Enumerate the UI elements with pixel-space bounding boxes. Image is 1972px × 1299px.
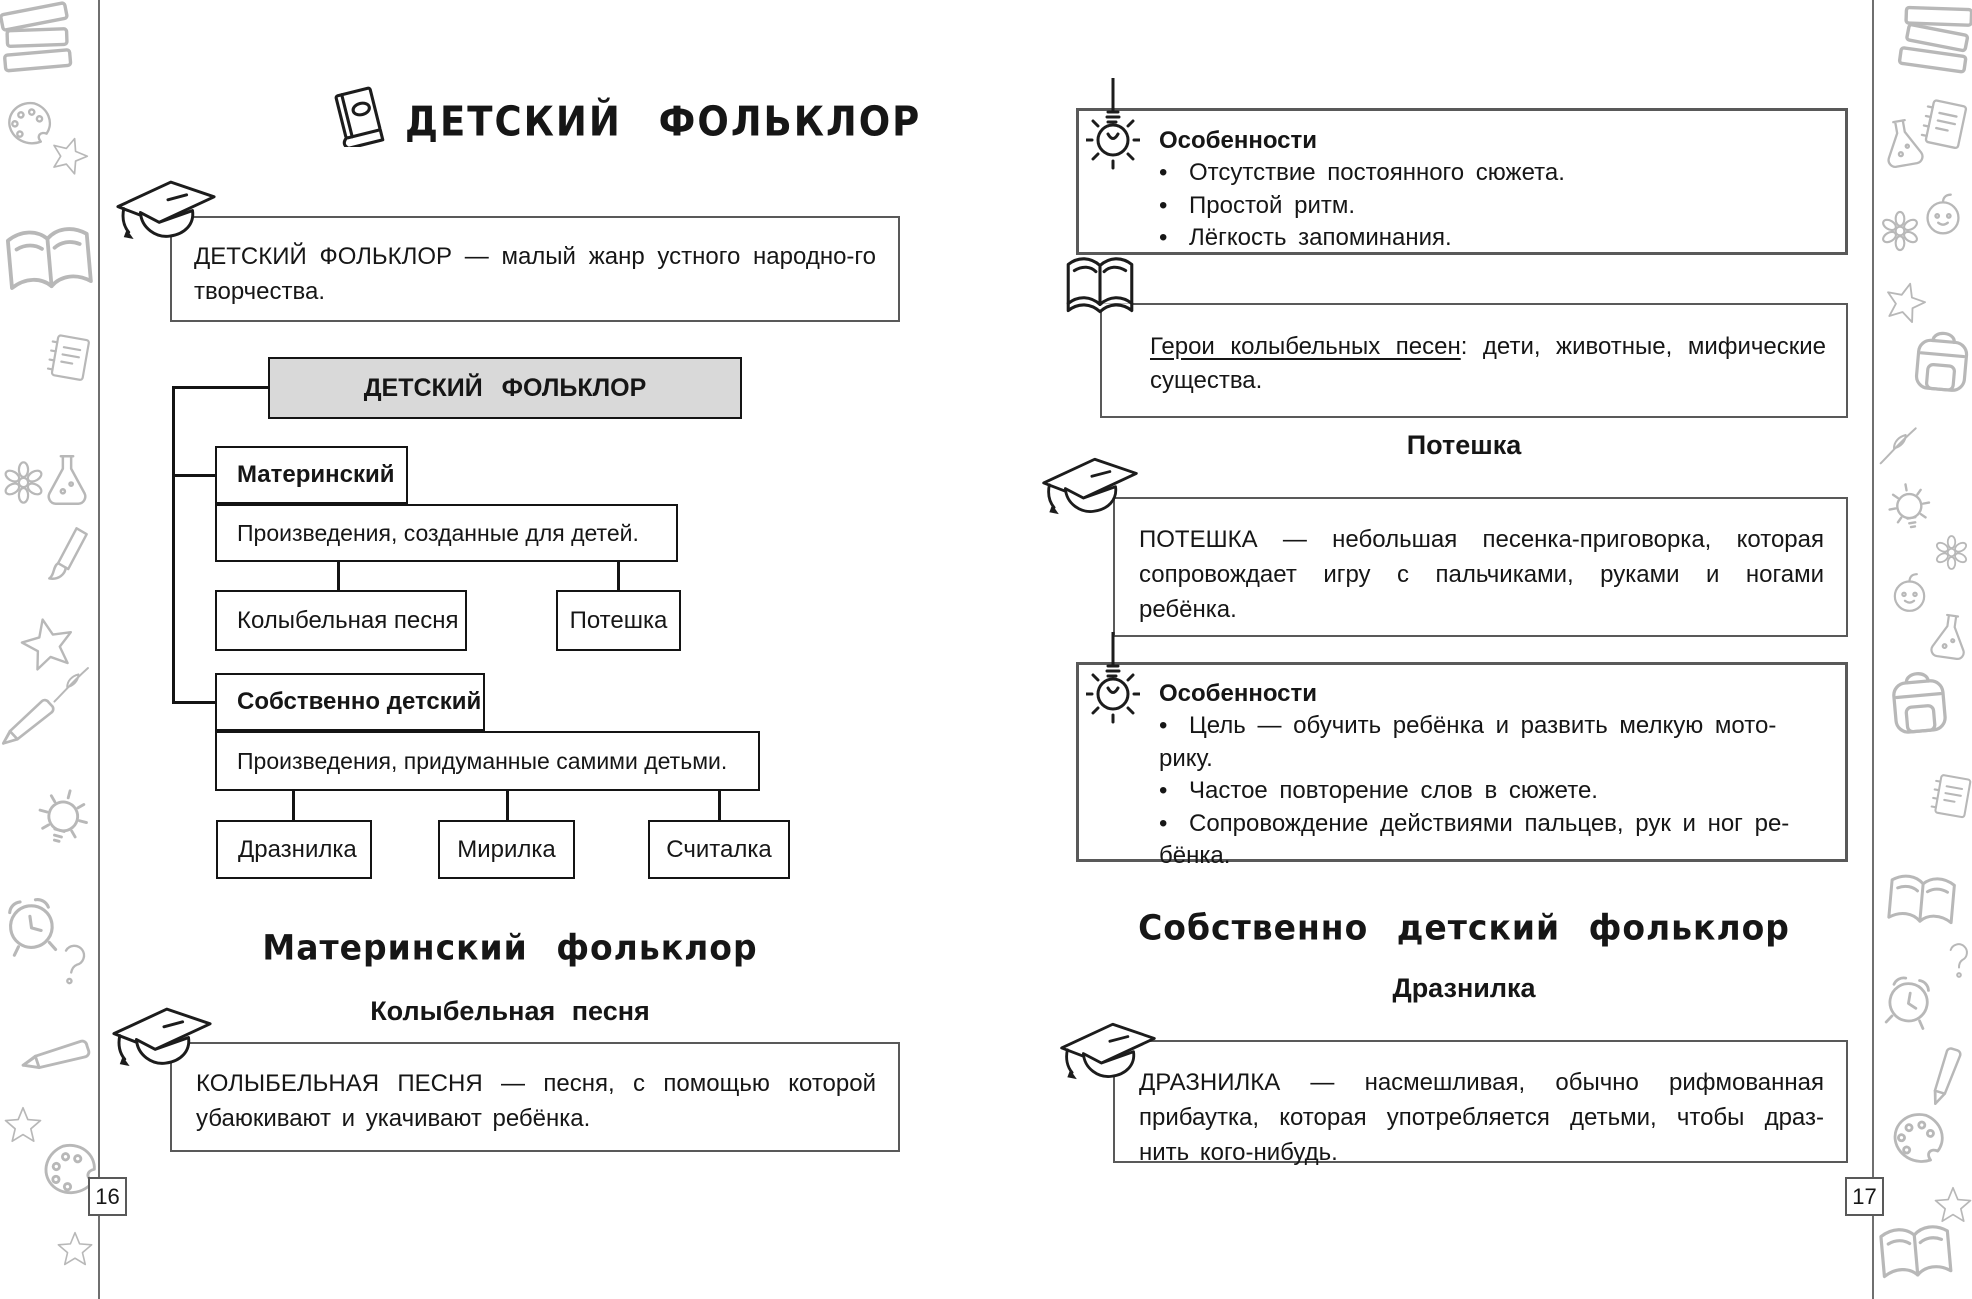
page-number-right: 17 <box>1845 1177 1884 1216</box>
doodle-border-left <box>0 0 100 1299</box>
notebook-doodle-icon <box>1911 90 1972 159</box>
definition-box-poteshka: ПОТЕШКА — небольшая песенка-приговорка, которая сопровождает игру с пальчиками, руками и ногами ребёнка. <box>1113 497 1848 637</box>
graduation-cap-icon <box>108 992 216 1090</box>
bullet-dot: • <box>1159 777 1168 804</box>
graduation-cap-icon <box>1056 1008 1160 1102</box>
star-doodle-icon <box>2 1105 44 1147</box>
diagram-branch-children-own: Собственно детский <box>215 673 485 731</box>
flower-doodle-icon <box>1874 205 1926 257</box>
feature-item-text: Лёгкость запоминания. <box>1189 224 1452 251</box>
diagram-branch-children-own-description: Произведения, придуманные самими детьми. <box>215 731 760 791</box>
notebook-doodle-icon <box>1922 766 1972 826</box>
feature-item-text: Цель — обучить ребёнка и развить мелкую мото-рику. <box>1159 712 1777 772</box>
features-box-lullaby <box>1076 108 1848 255</box>
topic-heading-poteshka: Потешка <box>1406 430 1522 460</box>
feature-item-text: Отсутствие постоянного сюжета. <box>1189 159 1565 186</box>
feature-item <box>1159 808 1825 873</box>
diagram-connector <box>172 474 215 477</box>
note-lead-underlined: Герои колыбельных песен <box>1150 333 1461 360</box>
diagram-leaf-schitalka: Считалка <box>648 820 790 879</box>
feature-item-text: Простой ритм. <box>1189 191 1356 219</box>
backpack-doodle-icon <box>1899 317 1972 404</box>
bullet-dot: • <box>1159 159 1168 186</box>
definition-box-detskiy-folklor: ДЕТСКИЙ ФОЛЬКЛОР — малый жанр устного народно-го творчества. <box>170 216 900 322</box>
book-doodle-icon <box>1881 862 1962 943</box>
diagram-connector <box>172 386 175 704</box>
note-box-lullaby-heroes <box>1100 303 1848 418</box>
definition-box-lullaby: КОЛЫБЕЛЬНАЯ ПЕСНЯ — песня, с помощью которой убаюкивают и укачивают ребёнка. <box>170 1042 900 1152</box>
diagram-connector <box>172 701 215 704</box>
diagram-connector <box>292 791 295 820</box>
definition-box-draznilka: ДРАЗНИЛКА — насмешливая, обычно рифмованная прибаутка, которая употребляется детьми, чтобы драз-нить кого-нибудь. <box>1113 1040 1848 1163</box>
doodle-border-right <box>1872 0 1972 1299</box>
feature-item <box>1159 775 1825 808</box>
feature-item <box>1159 157 1825 190</box>
lightbulb-icon <box>1086 78 1140 178</box>
book-icon <box>330 83 388 147</box>
diagram-leaf-poteshka: Потешка <box>556 590 681 651</box>
palette-doodle-icon <box>1876 1097 1962 1183</box>
diagram-connector <box>617 562 620 590</box>
bullet-dot: • <box>1159 224 1168 251</box>
diagram-branch-maternal-description: Произведения, созданные для детей. <box>215 504 678 562</box>
page-title: ДЕТСКИЙ ФОЛЬКЛОР <box>405 97 922 146</box>
note-rest: : дети, животные, мифические существа. <box>1150 333 1826 394</box>
diagram-leaf-draznilka: Дразнилка <box>216 820 372 879</box>
section-heading-children-own: Собственно детский фольклор <box>1138 907 1790 948</box>
star-doodle-icon <box>55 1230 95 1270</box>
bullet-dot: • <box>1159 809 1168 837</box>
topic-heading-lullaby: Колыбельная песня <box>370 996 650 1026</box>
bullet-dot: • <box>1159 712 1168 739</box>
bulb-doodle-icon <box>18 777 100 865</box>
pencil-doodle-icon <box>0 685 65 761</box>
graduation-cap-icon <box>112 165 220 263</box>
books-doodle-icon <box>0 0 84 89</box>
bullet-dot: • <box>1159 191 1168 219</box>
clock-doodle-icon <box>1872 959 1950 1040</box>
notebook-doodle-icon <box>38 326 100 390</box>
diagram-leaf-lullaby: Колыбельная песня <box>215 590 467 651</box>
features-title: Особенности <box>1159 680 1318 707</box>
feature-item <box>1159 710 1825 775</box>
leaf-doodle-icon <box>1874 420 1924 470</box>
section-heading-maternal: Материнский фольклор <box>262 927 758 968</box>
diagram-connector <box>718 791 721 820</box>
backpack-doodle-icon <box>1875 657 1964 746</box>
lightbulb-icon <box>1086 632 1140 732</box>
feature-item <box>1159 222 1825 255</box>
diagram-connector <box>172 386 268 389</box>
feature-item-text: Сопровождение действиями пальцев, рук и ног ре-бёнка. <box>1159 809 1790 869</box>
features-list <box>1159 710 1825 873</box>
features-title: Особенности <box>1159 127 1318 154</box>
feature-item <box>1159 190 1825 223</box>
open-book-doodle-icon <box>1873 1212 1960 1299</box>
books-doodle-icon <box>1888 0 1972 91</box>
brush-doodle-icon <box>31 518 100 594</box>
question-doodle-icon <box>39 930 100 999</box>
graduation-cap-icon <box>1038 443 1142 537</box>
page-number-left: 16 <box>88 1177 127 1216</box>
diagram-leaf-mirilka: Мирилка <box>438 820 575 879</box>
pencil-doodle-icon <box>6 1006 100 1106</box>
flask-doodle-icon <box>36 450 98 512</box>
features-box-poteshka <box>1076 662 1848 869</box>
open-book-icon <box>1062 246 1138 328</box>
diagram-branch-maternal: Материнский <box>215 446 408 504</box>
feature-item-text: Частое повторение слов в сюжете. <box>1189 777 1598 804</box>
features-list <box>1159 157 1825 255</box>
diagram-connector <box>506 791 509 820</box>
diagram-connector <box>337 562 340 590</box>
diagram-root-box: ДЕТСКИЙ ФОЛЬКЛОР <box>268 357 742 419</box>
topic-heading-draznilka: Дразнилка <box>1392 973 1536 1003</box>
open-book-doodle-icon <box>0 211 100 314</box>
